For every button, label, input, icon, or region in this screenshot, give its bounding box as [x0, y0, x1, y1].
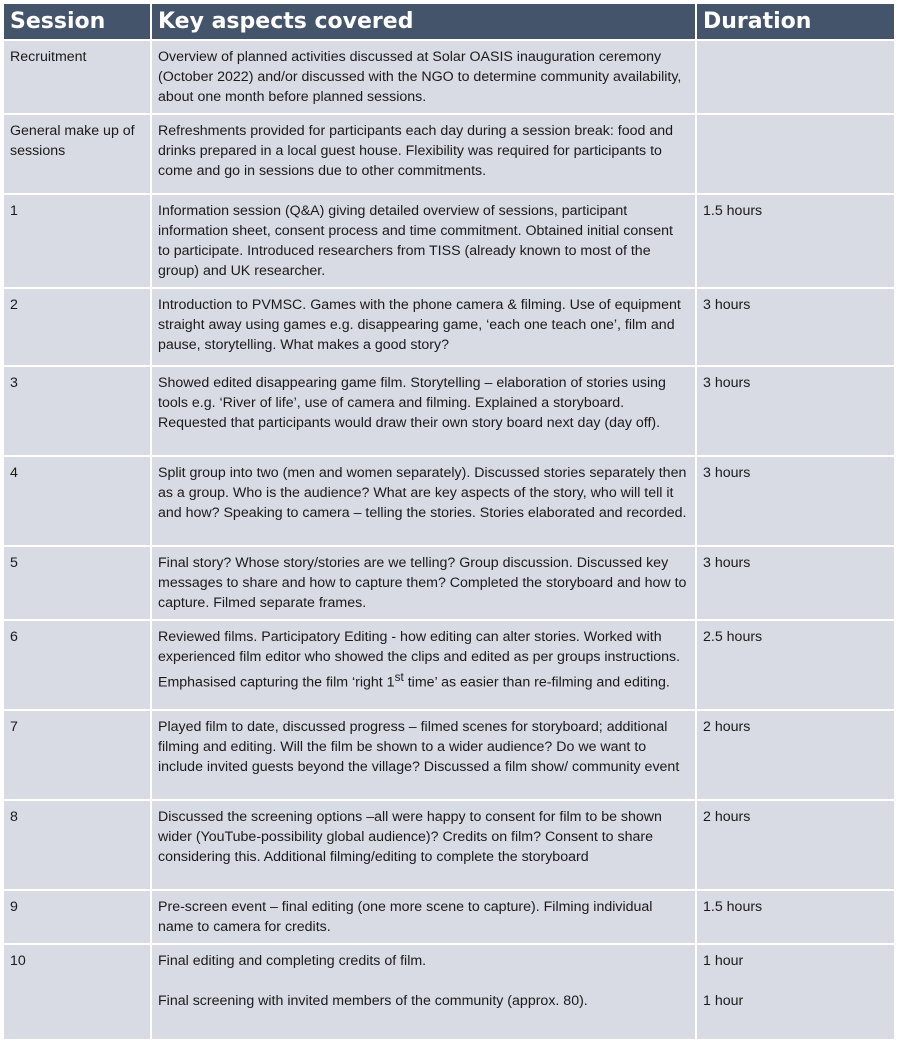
key-aspects-line: Final editing and completing credits of film.: [158, 953, 427, 969]
duration-cell: 3 hours: [696, 288, 894, 366]
header-key-aspects: Key aspects covered: [151, 4, 696, 40]
sessions-table: [4, 4, 894, 1041]
session-cell: 9: [4, 890, 151, 944]
duration-cell: 2 hours: [696, 800, 894, 890]
duration-cell: 1.5 hours: [696, 890, 894, 944]
duration-cell: 2 hours: [696, 710, 894, 800]
duration-line: 1 hour: [703, 993, 744, 1009]
table-row: [4, 620, 894, 710]
key-aspects-cell: Discussed the screening options –all were happy to consent for film to be shown wider (YouTube-possibility global audience)? Credits on film? Consent to share considering this. Additional filming/editing to complete the storyboard: [151, 800, 696, 890]
key-aspects-line: Final screening with invited members of the community (approx. 80).: [158, 993, 588, 1009]
session-cell: 5: [4, 546, 151, 620]
key-aspects-cell: Information session (Q&A) giving detailed overview of sessions, participant information sheet, consent process and time commitment. Obtained initial consent to participate. Introduced researchers from TISS (already known to most of the group) and UK researcher.: [151, 194, 696, 288]
key-aspects-cell: [151, 944, 696, 1040]
session-cell: 3: [4, 366, 151, 456]
key-aspects-cell: [151, 620, 696, 710]
session-cell: 1: [4, 194, 151, 288]
table-row: [4, 40, 894, 114]
duration-cell: 3 hours: [696, 546, 894, 620]
duration-line: 1 hour: [703, 953, 744, 969]
table-row: [4, 710, 894, 800]
table-row: [4, 944, 894, 1040]
key-aspects-cell: Introduction to PVMSC. Games with the phone camera & filming. Use of equipment straight away using games e.g. disappearing game, ‘each one teach one’, film and pause, storytelling. What makes a good story?: [151, 288, 696, 366]
key-aspects-text: time’ as easier than re-filming and editing.: [403, 674, 670, 691]
table-row: [4, 546, 894, 620]
table-row: [4, 366, 894, 456]
header-row: [4, 4, 894, 40]
key-aspects-cell: Overview of planned activities discussed at Solar OASIS inauguration ceremony (October 2022) and/or discussed with the NGO to determine community availability, about one month before planned sessions.: [151, 40, 696, 114]
session-cell: 4: [4, 456, 151, 546]
table-row: [4, 288, 894, 366]
key-aspects-cell: Final story? Whose story/stories are we telling? Group discussion. Discussed key messages to share and how to capture them? Completed the storyboard and how to capture. Filmed separate frames.: [151, 546, 696, 620]
header-duration: Duration: [696, 4, 894, 40]
session-cell: 8: [4, 800, 151, 890]
session-cell: 10: [4, 944, 151, 1040]
table-row: [4, 114, 894, 194]
duration-cell: 3 hours: [696, 366, 894, 456]
superscript-st: st: [394, 670, 404, 684]
header-session: Session: [4, 4, 151, 40]
session-cell: Recruitment: [4, 40, 151, 114]
key-aspects-cell: Split group into two (men and women separately). Discussed stories separately then as a group. Who is the audience? What are key aspects of the story, who will tell it and how? Speaking to camera – telling the stories. Stories elaborated and recorded.: [151, 456, 696, 546]
session-cell: 6: [4, 620, 151, 710]
session-cell: 7: [4, 710, 151, 800]
table-row: [4, 194, 894, 288]
key-aspects-cell: Showed edited disappearing game film. Storytelling – elaboration of stories using tools e.g. ‘River of life’, use of camera and filming. Explained a storyboard. Requested that participants would draw their own story board next day (day off).: [151, 366, 696, 456]
key-aspects-cell: Pre-screen event – final editing (one more scene to capture). Filming individual name to camera for credits.: [151, 890, 696, 944]
duration-cell: [696, 40, 894, 114]
table-row: [4, 456, 894, 546]
duration-cell: 1.5 hours: [696, 194, 894, 288]
table-row: [4, 890, 894, 944]
duration-cell: 2.5 hours: [696, 620, 894, 710]
table-row: [4, 800, 894, 890]
session-cell: 2: [4, 288, 151, 366]
duration-cell: [696, 114, 894, 194]
key-aspects-text: Reviewed films. Participatory Editing - how editing can alter stories. Worked with experienced film editor who showed the clips and edited as per groups instructions. Emphasised capturing the film ‘right 1: [158, 629, 681, 691]
key-aspects-cell: Played film to date, discussed progress – filmed scenes for storyboard; additional filming and editing. Will the film be shown to a wider audience? Do we want to include invited guests beyond the village? Discussed a film show/ community event: [151, 710, 696, 800]
duration-cell: [696, 944, 894, 1040]
key-aspects-cell: Refreshments provided for participants each day during a session break: food and drinks prepared in a local guest house. Flexibility was required for participants to come and go in sessions due to other commitments.: [151, 114, 696, 194]
duration-cell: 3 hours: [696, 456, 894, 546]
session-cell: General make up of sessions: [4, 114, 151, 194]
